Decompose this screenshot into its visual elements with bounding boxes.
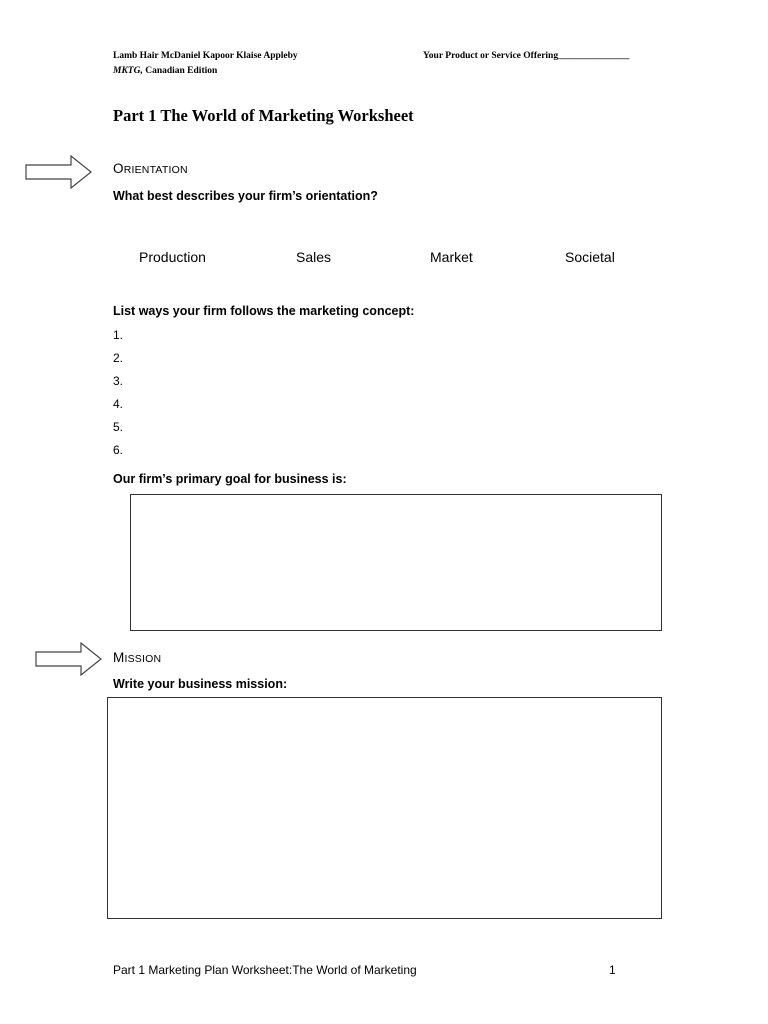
option-sales[interactable]: Sales bbox=[296, 249, 332, 265]
option-market[interactable]: Market bbox=[430, 249, 473, 265]
header-edition-book: MKTG, bbox=[113, 66, 143, 76]
list-item-number: 3. bbox=[113, 374, 124, 388]
arrow-right-icon bbox=[35, 642, 103, 676]
list-item-number: 1. bbox=[113, 328, 124, 342]
goal-answer-box[interactable] bbox=[130, 494, 662, 631]
list-item-number: 2. bbox=[113, 351, 124, 365]
header-product-offering bbox=[423, 51, 629, 61]
list-item-number: 6. bbox=[113, 443, 124, 457]
header-edition-rest: Canadian Edition bbox=[142, 66, 218, 76]
product-blank: _______________ bbox=[558, 51, 630, 61]
mission-question: Write your business mission: bbox=[113, 677, 288, 691]
option-societal[interactable]: Societal bbox=[565, 249, 615, 265]
orientation-question: What best describes your firm’s orientation? bbox=[113, 189, 378, 203]
header-edition bbox=[113, 66, 217, 76]
header-authors: Lamb Hair McDaniel Kapoor Klaise Appleby bbox=[113, 51, 298, 61]
product-label: Your Product or Service Offering bbox=[423, 51, 559, 61]
section-heading-orientation bbox=[113, 161, 188, 176]
heading-rest: RIENTATION bbox=[123, 164, 188, 176]
page-number: 1 bbox=[609, 963, 616, 977]
list-question: List ways your firm follows the marketing concept: bbox=[113, 304, 415, 318]
footer-title: Part 1 Marketing Plan Worksheet:The World of Marketing bbox=[113, 963, 417, 977]
mission-answer-box[interactable] bbox=[107, 697, 662, 919]
list-item-number: 5. bbox=[113, 420, 124, 434]
goal-question: Our firm’s primary goal for business is: bbox=[113, 472, 347, 486]
option-production[interactable]: Production bbox=[139, 249, 206, 265]
page-title: Part 1 The World of Marketing Worksheet bbox=[113, 106, 414, 125]
heading-rest: ISSION bbox=[124, 653, 162, 665]
heading-initial: M bbox=[113, 650, 125, 665]
heading-initial: O bbox=[113, 161, 124, 176]
list-item-number: 4. bbox=[113, 397, 124, 411]
arrow-right-icon bbox=[25, 155, 93, 189]
section-heading-mission bbox=[113, 650, 161, 665]
